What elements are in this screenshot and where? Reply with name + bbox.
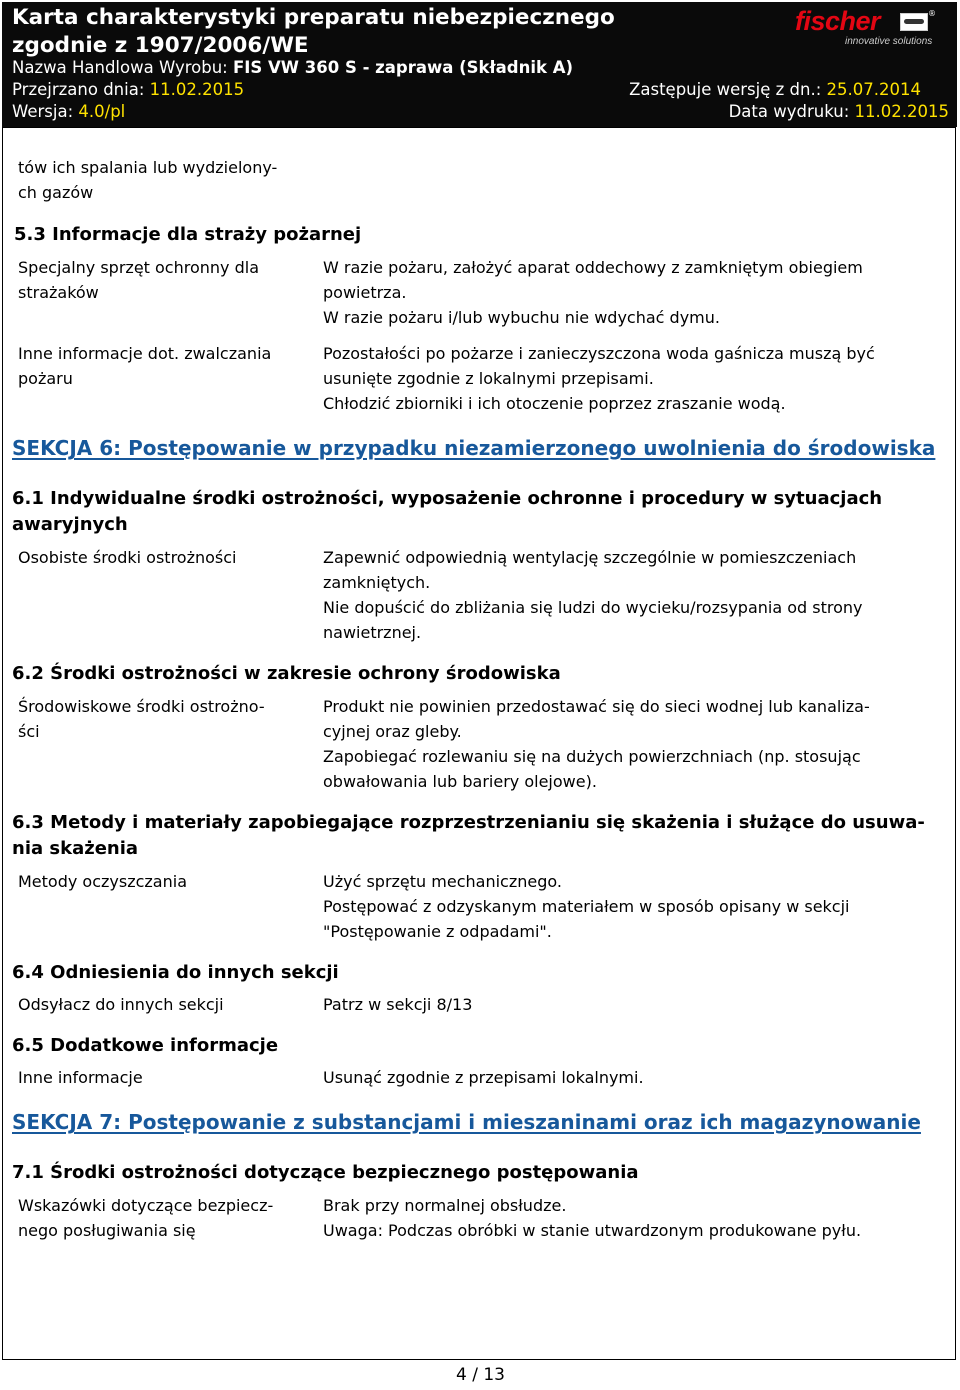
s5-3-label-1b: strażaków — [18, 283, 99, 302]
s6-1-text-2: zamkniętych. — [323, 573, 431, 592]
page-number: 4 / 13 — [456, 1365, 505, 1385]
s6-1-text-3: Nie dopuścić do zbliżania się ludzi do wycieku/rozsypania od strony — [323, 598, 863, 617]
s7-1-text-1: Brak przy normalnej obsłudze. — [323, 1196, 567, 1215]
s6-2-label-1: Środowiskowe środki ostrożno- — [18, 697, 265, 716]
supersedes-label: Zastępuje wersję z dn.: — [629, 80, 827, 99]
heading-6-1-line2: awaryjnych — [12, 514, 128, 535]
s7-1-text-2: Uwaga: Podczas obróbki w stanie utwardzonym produkowane pyłu. — [323, 1221, 862, 1240]
document-header — [2, 2, 957, 127]
s5-3-text-1c: W razie pożaru i/lub wybuchu nie wdychać dymu. — [323, 308, 720, 327]
s6-2-text-3: Zapobiegać rozlewaniu się na dużych powierzchniach (np. stosując — [323, 747, 861, 766]
s6-2-text-4: obwałowania lub bariery olejowe). — [323, 772, 597, 791]
s5-3-text-1b: powietrza. — [323, 283, 407, 302]
logo-tagline: innovative solutions — [845, 36, 933, 47]
logo-badge-icon — [900, 13, 928, 31]
s6-2-label-2: ści — [18, 722, 40, 741]
section-7-title: SEKCJA 7: Postępowanie z substancjami i mieszaninami oraz ich magazynowanie — [12, 1110, 921, 1134]
section-6-title: SEKCJA 6: Postępowanie w przypadku niezamierzonego uwolnienia do środowiska — [12, 436, 936, 460]
s6-3-text-2: Postępować z odzyskanym materiałem w sposób opisany w sekcji — [323, 897, 850, 916]
s5-3-label-1a: Specjalny sprzęt ochronny dla — [18, 258, 259, 277]
version — [12, 102, 125, 121]
heading-6-1-line1: 6.1 Indywidualne środki ostrożności, wyposażenie ochronne i procedury w sytuacjach — [12, 488, 883, 509]
heading-5-3: 5.3 Informacje dla straży pożarnej — [14, 224, 362, 245]
heading-7-1: 7.1 Środki ostrożności dotyczące bezpiecznego postępowania — [12, 1162, 639, 1183]
version-value: 4.0/pl — [78, 102, 126, 121]
document-title-line1: Karta charakterystyki preparatu niebezpiecznego — [12, 5, 615, 30]
s6-4-text: Patrz w sekcji 8/13 — [323, 995, 473, 1014]
s7-1-label-2: nego posługiwania się — [18, 1221, 196, 1240]
prepared-value: 11.02.2015 — [149, 80, 245, 99]
prepared-date — [12, 80, 244, 99]
s6-2-text-1: Produkt nie powinien przedostawać się do sieci wodnej lub kanaliza- — [323, 697, 870, 716]
s7-1-label-1: Wskazówki dotyczące bezpiecz- — [18, 1196, 274, 1215]
s6-3-text-1: Użyć sprzętu mechanicznego. — [323, 872, 562, 891]
s6-1-text-4: nawietrznej. — [323, 623, 422, 642]
s5-3-text-2b: usunięte zgodnie z lokalnymi przepisami. — [323, 369, 654, 388]
prepared-label: Przejrzano dnia: — [12, 80, 150, 99]
version-label: Wersja: — [12, 102, 79, 121]
registered-icon: ® — [928, 9, 936, 18]
heading-6-4: 6.4 Odniesienia do innych sekcji — [12, 962, 339, 983]
print-value: 11.02.2015 — [854, 102, 949, 121]
product-label: Nazwa Handlowa Wyrobu: — [12, 58, 233, 77]
s5-3-label-2b: pożaru — [18, 369, 73, 388]
supersedes-value: 25.07.2014 — [826, 80, 921, 99]
logo-wordmark: fischer — [795, 6, 881, 36]
s6-1-text-1: Zapewnić odpowiednią wentylację szczególnie w pomieszczeniach — [323, 548, 857, 567]
product-value: FIS VW 360 S - zaprawa (Składnik A) — [233, 58, 573, 77]
s6-3-text-3: "Postępowanie z odpadami". — [323, 922, 552, 941]
print-label: Data wydruku: — [728, 102, 855, 121]
s6-5-label: Inne informacje — [18, 1068, 143, 1087]
s6-5-text: Usunąć zgodnie z przepisami lokalnymi. — [323, 1068, 644, 1087]
heading-6-3-line1: 6.3 Metody i materiały zapobiegające rozprzestrzenianiu się skażenia i służące do usuwa- — [12, 812, 925, 833]
s6-2-text-2: cyjnej oraz gleby. — [323, 722, 462, 741]
s6-1-label: Osobiste środki ostrożności — [18, 548, 237, 567]
s5-3-text-2c: Chłodzić zbiorniki i ich otoczenie poprzez zraszanie wodą. — [323, 394, 786, 413]
s6-3-label: Metody oczyszczania — [18, 872, 187, 891]
heading-6-5: 6.5 Dodatkowe informacje — [12, 1035, 279, 1056]
supersedes-date — [629, 80, 921, 99]
s5-3-text-1a: W razie pożaru, założyć aparat oddechowy z zamkniętym obiegiem — [323, 258, 863, 277]
heading-6-3-line2: nia skażenia — [12, 838, 139, 859]
s6-4-label: Odsyłacz do innych sekcji — [18, 995, 224, 1014]
fischer-logo — [795, 6, 943, 48]
s5-3-label-2a: Inne informacje dot. zwalczania — [18, 344, 272, 363]
s5-3-text-2a: Pozostałości po pożarze i zanieczyszczona woda gaśnicza muszą być — [323, 344, 875, 363]
carryover-line-1: tów ich spalania lub wydzielony- — [18, 158, 278, 177]
document-title-line2: zgodnie z 1907/2006/WE — [12, 33, 309, 58]
heading-6-2: 6.2 Środki ostrożności w zakresie ochrony środowiska — [12, 663, 561, 684]
carryover-line-2: ch gazów — [18, 183, 94, 202]
product-name — [12, 58, 573, 77]
print-date — [729, 102, 949, 121]
